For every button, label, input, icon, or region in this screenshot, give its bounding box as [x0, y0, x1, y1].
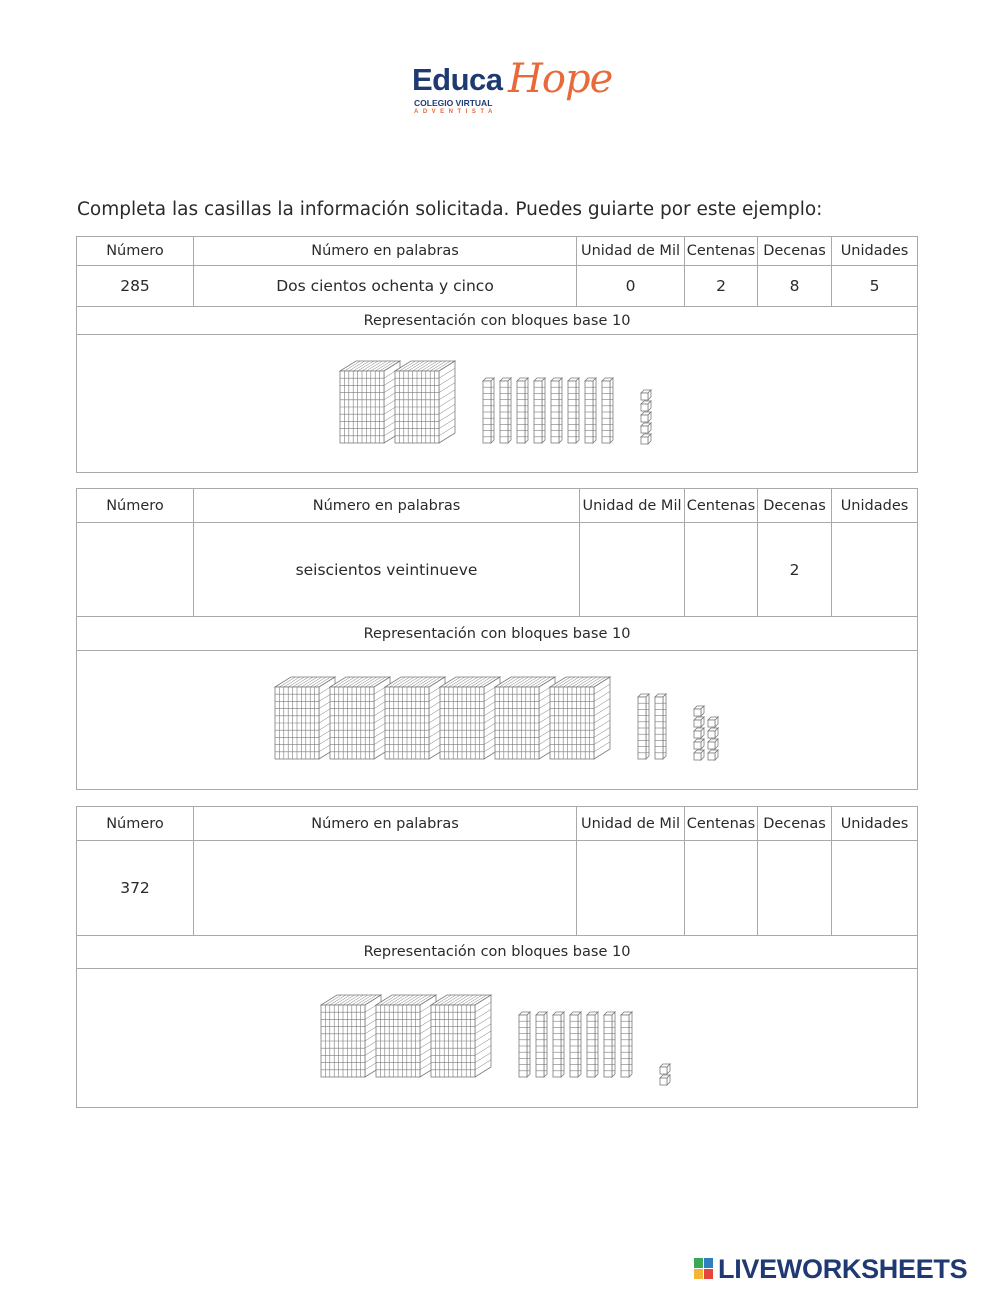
- base10-blocks: [77, 973, 917, 1103]
- hundred-flat-block: [321, 995, 381, 1077]
- header-numero-en-palabras: Número en palabras: [194, 489, 580, 523]
- cell-centenas: 2: [685, 266, 758, 307]
- exercise-table-1: [76, 236, 918, 473]
- cell-palabras: Dos cientos ochenta y cinco: [194, 266, 577, 307]
- header-unidades: Unidades: [832, 489, 918, 523]
- hundred-flat-block: [385, 677, 445, 759]
- header-numero: Número: [77, 237, 194, 266]
- instruction-text: Completa las casillas la información solicitada. Puedes guiarte por este ejemplo:: [77, 199, 823, 220]
- unit-cube-block: [708, 728, 718, 738]
- cell-numero: [77, 523, 194, 617]
- header-unidades: Unidades: [832, 237, 918, 266]
- liveworksheets-logo: [694, 1254, 990, 1284]
- header-decenas: Decenas: [758, 807, 832, 841]
- header-centenas: Centenas: [685, 807, 758, 841]
- exercise-table-3: [76, 806, 918, 1108]
- hundred-flat-block: [550, 677, 610, 759]
- unit-cube-block: [641, 401, 651, 411]
- unit-cube-block: [641, 434, 651, 444]
- cell-unidad-de-mil: 0: [577, 266, 685, 307]
- ten-rod-block: [621, 1012, 632, 1077]
- cell-decenas: [758, 841, 832, 936]
- header-unidad-de-mil: Unidad de Mil: [577, 237, 685, 266]
- ten-rod-block: [553, 1012, 564, 1077]
- hundred-flat-block: [495, 677, 555, 759]
- cell-palabras: [194, 841, 577, 936]
- header-unidad-de-mil: Unidad de Mil: [580, 489, 685, 523]
- cell-decenas: 2: [758, 523, 832, 617]
- representation-label: Representación con bloques base 10: [77, 936, 918, 969]
- logo-subtitle-2: ADVENTISTA: [414, 109, 497, 115]
- unit-cube-block: [660, 1064, 670, 1074]
- ten-rod-block: [638, 694, 649, 759]
- unit-cube-block: [641, 412, 651, 422]
- base10-blocks: [77, 339, 917, 469]
- unit-cube-block: [694, 706, 704, 716]
- ten-rod-block: [655, 694, 666, 759]
- logo-hope-text: Hope: [508, 56, 613, 102]
- ten-rod-block: [570, 1012, 581, 1077]
- unit-cube-block: [694, 750, 704, 760]
- representation-label: Representación con bloques base 10: [77, 617, 918, 651]
- exercise-table-2: [76, 488, 918, 790]
- unit-cube-block: [660, 1075, 670, 1085]
- unit-cube-block: [641, 423, 651, 433]
- cell-palabras: seiscientos veintinueve: [194, 523, 580, 617]
- unit-cube-block: [708, 750, 718, 760]
- cell-centenas: [685, 841, 758, 936]
- header-decenas: Decenas: [758, 237, 832, 266]
- ten-rod-block: [536, 1012, 547, 1077]
- unit-cube-block: [694, 739, 704, 749]
- blocks-cell: [77, 969, 918, 1108]
- logo-subtitle-1: COLEGIO VIRTUAL: [414, 98, 493, 108]
- ten-rod-block: [587, 1012, 598, 1077]
- header-numero: Número: [77, 489, 194, 523]
- ten-rod-block: [517, 378, 528, 443]
- liveworksheets-mark-icon: [694, 1258, 714, 1280]
- hundred-flat-block: [431, 995, 491, 1077]
- cell-unidad-de-mil: [580, 523, 685, 617]
- cell-numero: 285: [77, 266, 194, 307]
- hundred-flat-block: [395, 361, 455, 443]
- cell-unidad-de-mil: [577, 841, 685, 936]
- unit-cube-block: [708, 739, 718, 749]
- ten-rod-block: [534, 378, 545, 443]
- base10-blocks: [77, 655, 917, 785]
- unit-cube-block: [694, 728, 704, 738]
- liveworksheets-text: LIVEWORKSHEETS: [718, 1254, 968, 1284]
- ten-rod-block: [483, 378, 494, 443]
- unit-cube-block: [694, 717, 704, 727]
- hundred-flat-block: [376, 995, 436, 1077]
- cell-unidades: [832, 523, 918, 617]
- header-numero-en-palabras: Número en palabras: [194, 237, 577, 266]
- ten-rod-block: [551, 378, 562, 443]
- unit-cube-block: [708, 717, 718, 727]
- cell-decenas: 8: [758, 266, 832, 307]
- ten-rod-block: [604, 1012, 615, 1077]
- representation-label: Representación con bloques base 10: [77, 307, 918, 335]
- hundred-flat-block: [330, 677, 390, 759]
- hundred-flat-block: [340, 361, 400, 443]
- header-centenas: Centenas: [685, 489, 758, 523]
- header-numero-en-palabras: Número en palabras: [194, 807, 577, 841]
- hundred-flat-block: [440, 677, 500, 759]
- cell-centenas: [685, 523, 758, 617]
- blocks-cell: [77, 335, 918, 473]
- logo-educa-text: Educa: [412, 62, 503, 97]
- header-unidades: Unidades: [832, 807, 918, 841]
- cell-numero: 372: [77, 841, 194, 936]
- header-centenas: Centenas: [685, 237, 758, 266]
- ten-rod-block: [500, 378, 511, 443]
- ten-rod-block: [519, 1012, 530, 1077]
- ten-rod-block: [602, 378, 613, 443]
- header-numero: Número: [77, 807, 194, 841]
- ten-rod-block: [568, 378, 579, 443]
- cell-unidades: 5: [832, 266, 918, 307]
- hundred-flat-block: [275, 677, 335, 759]
- educahope-logo: [410, 56, 613, 122]
- header-decenas: Decenas: [758, 489, 832, 523]
- unit-cube-block: [641, 390, 651, 400]
- header-unidad-de-mil: Unidad de Mil: [577, 807, 685, 841]
- blocks-cell: [77, 651, 918, 790]
- cell-unidades: [832, 841, 918, 936]
- ten-rod-block: [585, 378, 596, 443]
